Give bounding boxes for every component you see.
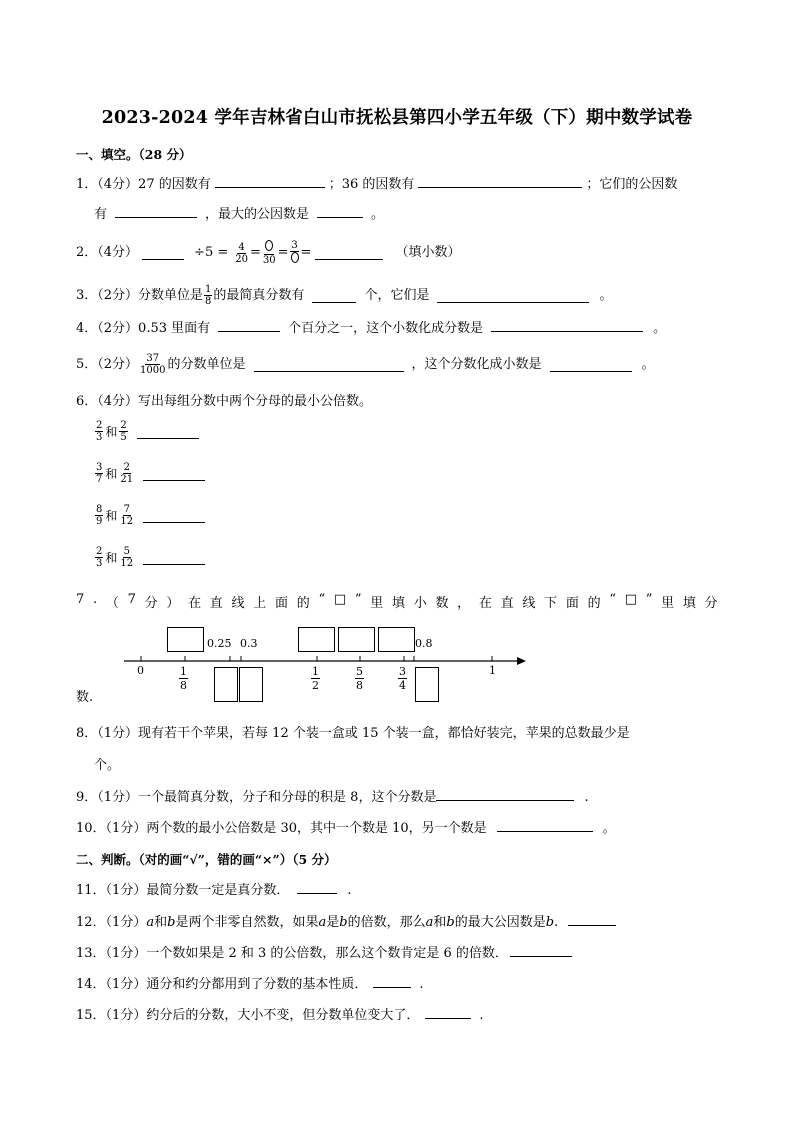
q7-box-above-1[interactable] xyxy=(167,627,204,652)
q6-fraction: $\frac{2}{5}$ xyxy=(120,420,127,443)
q7-char: 的 xyxy=(587,596,601,611)
q12-text: . xyxy=(554,915,559,930)
q5-text: 5．（2分） xyxy=(76,356,139,372)
q6-and: 和 xyxy=(105,509,118,523)
q2-equals: = xyxy=(249,245,261,260)
q7-box-below-3[interactable] xyxy=(415,667,439,702)
q6-fraction: $\frac{2}{21}$ xyxy=(120,462,134,485)
question-12 xyxy=(76,912,620,933)
q12-var-a: a xyxy=(318,915,327,930)
q7-char: 填 xyxy=(391,596,405,611)
question-14 xyxy=(76,974,423,995)
q7-char: 里 xyxy=(661,596,675,611)
q2-fraction-2: 30 xyxy=(262,240,277,266)
q5-text: 。 xyxy=(641,356,655,372)
question-10 xyxy=(76,818,616,839)
q12-blank[interactable] xyxy=(568,912,616,926)
q11-blank[interactable] xyxy=(297,880,337,894)
q7-char: 面 xyxy=(565,596,579,611)
nl-fraction-1-8: 1 8 xyxy=(180,665,187,692)
q7-char: 里 xyxy=(370,596,384,611)
q14-text: 14．（1分）通分和约分都用到了分数的基本性质． xyxy=(76,977,368,992)
q7-char: 线 xyxy=(522,596,536,611)
q7-char: 在 xyxy=(478,596,492,611)
q6-fraction: $\frac{2}{3}$ xyxy=(96,420,103,443)
q7-char: （ xyxy=(105,596,119,611)
q12-var-b: b xyxy=(545,915,555,930)
q2-text: ÷5 = xyxy=(194,245,229,260)
q1-text: ，最大的公因数是 xyxy=(205,207,310,222)
q7-tail: 数. xyxy=(76,690,94,705)
q3-text: 个，它们是 xyxy=(364,287,430,303)
q12-text: 的倍数，那么 xyxy=(347,915,426,930)
q9-text: 9．（1分）一个最简真分数，分子和分母的积是 8，这个分数是 xyxy=(76,790,437,805)
label-one: 1 xyxy=(489,664,496,677)
q4-text: 。 xyxy=(653,321,667,336)
q7-char: 面 xyxy=(275,596,289,611)
q7-char: 直 xyxy=(500,596,514,611)
q6-text: 6．（4分）写出每组分数中两个分母的最小公倍数。 xyxy=(76,394,373,409)
q4-text: 4．（2分）0.53 里面有 xyxy=(76,321,211,336)
q14-text: . xyxy=(419,977,424,992)
q12-var-a: a xyxy=(425,915,434,930)
q12-var-b: b xyxy=(446,915,455,930)
q12-var-b: b xyxy=(167,915,176,930)
q5-fraction: $\frac{37}{1000}$ xyxy=(140,353,166,376)
q12-text: 是 xyxy=(326,915,340,930)
q5-text: 的分数单位是 xyxy=(167,356,246,372)
arrow-right-icon xyxy=(517,657,526,665)
label-0-3: 0.3 xyxy=(240,637,258,650)
q6-fraction: $\frac{5}{12}$ xyxy=(120,546,134,569)
q2-equals: = xyxy=(300,245,312,260)
q10-blank[interactable] xyxy=(497,818,593,832)
q3-text: 的最简真分数有 xyxy=(213,287,305,303)
q7-char: 数 xyxy=(435,596,449,611)
q6-and: 和 xyxy=(105,425,118,439)
q7-char: ” xyxy=(354,592,362,607)
question-9 xyxy=(76,787,589,808)
q13-blank[interactable] xyxy=(510,943,572,957)
nl-fraction-1-2: 1 2 xyxy=(312,665,319,692)
question-8-cont: 个。 xyxy=(94,758,121,773)
q7-char: 在 xyxy=(188,596,202,611)
q6-fraction: $\frac{8}{9}$ xyxy=(96,504,103,527)
q2-text: （填小数） xyxy=(395,245,461,260)
q15-blank[interactable] xyxy=(425,1005,471,1019)
q3-text: 。 xyxy=(599,287,613,303)
q5-text: ，这个分数化成小数是 xyxy=(411,356,542,372)
q6-fraction: $\frac{7}{12}$ xyxy=(120,504,134,527)
q7-char: . xyxy=(93,592,98,607)
q7-char: 分 xyxy=(704,596,718,611)
q7-char: □ xyxy=(333,592,347,607)
label-0-25: 0.25 xyxy=(207,637,232,650)
q7-char: “ xyxy=(318,592,326,607)
q12-text: 12．（1分） xyxy=(76,915,147,930)
q2-fraction-3: 3 xyxy=(290,240,300,266)
question-8: 8．（1分）现有若干个苹果，若每 12 个装一盒或 15 个装一盒，都恰好装完，苹果的总数最少是 xyxy=(76,726,630,741)
q9-blank[interactable] xyxy=(436,787,574,801)
q11-text: 11．（1分）最简分数一定是真分数． xyxy=(76,883,290,898)
q7-char: 7 xyxy=(76,592,85,607)
q1-text: 。 xyxy=(371,207,385,222)
q7-box-above-2[interactable] xyxy=(298,627,335,652)
q1-text: 1．（4分）27 的因数有 xyxy=(76,177,211,192)
q3-text: 3．（2分）分数单位是 xyxy=(76,287,204,303)
q7-char: 分 xyxy=(144,596,158,611)
q6-fraction: $\frac{3}{7}$ xyxy=(96,462,103,485)
q7-char: 的 xyxy=(296,596,310,611)
q7-box-above-4[interactable] xyxy=(378,627,415,652)
q7-box-below-2[interactable] xyxy=(239,667,263,702)
q2-equals: = xyxy=(277,245,289,260)
q14-blank[interactable] xyxy=(373,974,411,988)
q12-text: 是两个非零自然数，如果 xyxy=(175,915,319,930)
q15-text: 15．（1分）约分后的分数，大小不变，但分数单位变大了． xyxy=(76,1008,420,1023)
q10-text: 10．（1分）两个数的最小公倍数是 30，其中一个数是 10，另一个数是 xyxy=(76,821,487,836)
nl-fraction-3-4: 3 4 xyxy=(399,665,406,692)
section-heading-fill-in: 一、填空。（28 分） xyxy=(76,147,192,162)
question-11 xyxy=(76,880,351,901)
q13-text: 13．（1分）一个数如果是 2 和 3 的公倍数，那么这个数肯定是 6 的倍数． xyxy=(76,946,508,961)
section-heading-judge: 二、判断。（对的画“√”，错的画“×”）（5 分） xyxy=(76,852,337,867)
question-13 xyxy=(76,943,576,964)
q12-var-a: a xyxy=(146,915,155,930)
q12-var-b: b xyxy=(339,915,348,930)
label-zero: 0 xyxy=(137,664,144,677)
q7-char: 线 xyxy=(231,596,245,611)
q15-text: . xyxy=(479,1008,484,1023)
q7-box-below-1[interactable] xyxy=(214,667,238,702)
q1-text: ；36 的因数有 xyxy=(328,177,415,192)
q6-fraction: $\frac{2}{3}$ xyxy=(96,546,103,569)
q1-text: ；它们的公因数 xyxy=(586,177,678,192)
q12-text: 的最大公因数是 xyxy=(454,915,546,930)
q7-char: □ xyxy=(624,592,637,607)
q7-char: 直 xyxy=(209,596,223,611)
q7-char: ） xyxy=(166,596,180,611)
q4-text: 个百分之一，这个小数化成分数是 xyxy=(288,321,484,336)
q12-text: 和 xyxy=(154,915,168,930)
q11-text: . xyxy=(347,883,352,898)
q7-char: ” xyxy=(645,592,653,607)
q7-box-above-3[interactable] xyxy=(338,627,375,652)
q7-char: 小 xyxy=(413,596,427,611)
q7-char: ， xyxy=(457,596,471,611)
q1-text: 有 xyxy=(94,207,108,222)
question-15 xyxy=(76,1005,483,1026)
q6-and: 和 xyxy=(105,551,118,565)
q7-char: 7 xyxy=(127,592,136,607)
q7-char: “ xyxy=(609,592,616,607)
q7-char: 上 xyxy=(253,596,267,611)
q2-fraction-1: $\frac{4}{20}$ xyxy=(235,241,248,265)
q3-fraction: $\frac{1}{8}$ xyxy=(205,284,212,307)
nl-fraction-5-8: 5 8 xyxy=(356,665,363,692)
label-0-8: 0.8 xyxy=(415,637,433,650)
page-title: 2023-2024 学年吉林省白山市抚松县第四小学五年级（下）期中数学试卷 xyxy=(101,108,693,128)
q12-text: 和 xyxy=(433,915,447,930)
q10-text: 。 xyxy=(602,821,616,836)
q7-char: 填 xyxy=(682,596,696,611)
q7-char: 下 xyxy=(544,596,558,611)
q9-text: . xyxy=(584,790,589,805)
q2-text: 2．（4分） xyxy=(76,245,139,260)
q6-and: 和 xyxy=(105,467,118,481)
